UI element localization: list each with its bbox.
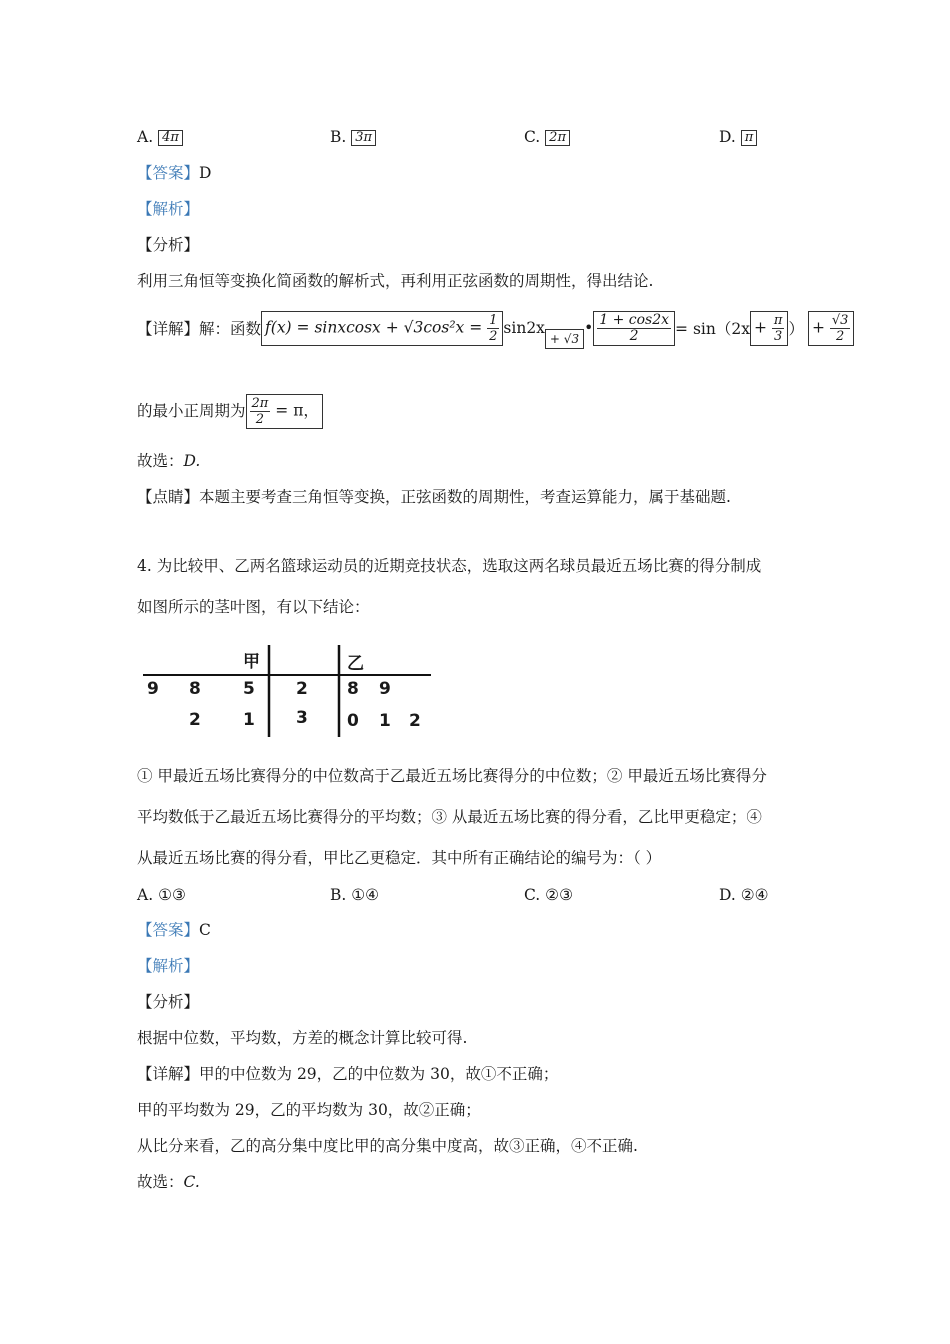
q4-detail-line3: 从比分来看，乙的高分集中度比甲的高分集中度高，故③正确，④不正确. (137, 1137, 638, 1155)
q4-option-c: C. ②③ (524, 886, 573, 904)
choose-line: 故选：D. (137, 452, 201, 470)
period-line: 的最小正周期为 $\frac{2\pi}{2}$ = π， (137, 390, 323, 432)
option-d: D. π (719, 126, 757, 148)
comment-line: 【点睛】本题主要考查三角恒等变换，正弦函数的周期性，考查运算能力，属于基础题. (137, 488, 731, 506)
option-a-value: 4π (158, 130, 183, 146)
detail-formula-line (137, 306, 854, 350)
answer-tag: 【答案】 (137, 164, 200, 182)
q4-option-a: A. ①③ (137, 886, 186, 904)
q4-stmt-line3: 从最近五场比赛的得分看，甲比乙更稳定．其中所有正确结论的编号为：（ ） (137, 849, 662, 867)
formula-close: ） (788, 320, 804, 338)
fraction-half: $\frac{1}{2}$ (489, 312, 498, 344)
q4-detail-line2: 甲的平均数为 29，乙的平均数为 30，故②正确； (137, 1101, 481, 1119)
detail-prefix: 解：函数 (199, 320, 262, 338)
header-jia: 甲 (243, 652, 260, 672)
formula-eq-sin: = sin（2x (675, 320, 750, 338)
q4-choose-line: 故选：C. (137, 1173, 200, 1191)
q4-fenxi-text: 根据中位数，平均数，方差的概念计算比较可得. (137, 1029, 468, 1047)
formula-sqrt3-half-box: + $\frac{√3}{2}$ (808, 311, 855, 346)
formula-pi3-box: + $\frac{\pi}{3}$ (750, 311, 788, 346)
formula-fx-box: f(x) = sinxcosx + √3cos²x = $\frac{1}{2}$ (261, 311, 503, 346)
leaf-right-1: 8 (347, 679, 359, 699)
q4-option-d: D. ②④ (719, 886, 769, 904)
leaf-right-3: 0 (347, 711, 359, 731)
q4-stmt-line2: 平均数低于乙最近五场比赛得分的平均数；③ 从最近五场比赛的得分看，乙比甲更稳定；④ (137, 808, 762, 826)
answer-line (137, 162, 211, 184)
stem-2: 2 (296, 679, 308, 699)
formula-dot: • (584, 319, 594, 337)
option-b-value: 3π (351, 130, 376, 146)
stem-leaf-plot (143, 643, 435, 743)
analysis-tag: 【解析】 (137, 200, 200, 218)
option-a: A. 4π (137, 126, 183, 148)
leaf-left-4: 2 (189, 710, 201, 730)
option-c: C. 2π (524, 126, 570, 148)
q4-stem-line1: 4. 为比较甲、乙两名篮球运动员的近期竞技状态，选取这两名球员最近五场比赛的得分制成 (137, 557, 762, 575)
option-d-value: π (741, 130, 758, 146)
fenxi-text: 利用三角恒等变换化简函数的解析式，再利用正弦函数的周期性，得出结论. (137, 272, 654, 290)
leaf-left-5: 1 (243, 710, 255, 730)
fenxi-tag: 【分析】 (137, 236, 200, 254)
period-fraction-box: $\frac{2\pi}{2}$ = π， (246, 394, 323, 429)
leaf-left-1: 9 (147, 679, 159, 699)
formula-sin2x: sin2x (503, 319, 545, 337)
q4-fenxi-tag: 【分析】 (137, 993, 200, 1011)
formula-plus-sqrt3-box: + √3 (545, 329, 584, 349)
detail-tag: 【详解】 (137, 320, 200, 338)
q4-stmt-line1: ① 甲最近五场比赛得分的中位数高于乙最近五场比赛得分的中位数；② 甲最近五场比赛得分 (137, 767, 767, 785)
q4-detail-line1: 【详解】甲的中位数为 29，乙的中位数为 30，故①不正确； (137, 1065, 559, 1083)
stem-leaf-lines (143, 643, 435, 743)
header-yi: 乙 (347, 654, 364, 674)
option-b: B. 3π (330, 126, 376, 148)
leaf-left-2: 8 (189, 679, 201, 699)
q4-answer-line: 【答案】C (137, 921, 211, 939)
q4-analysis-tag: 【解析】 (137, 957, 200, 975)
option-c-value: 2π (545, 130, 570, 146)
stem-3: 3 (296, 708, 308, 728)
leaf-left-3: 5 (243, 679, 255, 699)
formula-cos-fraction-box: $\frac{1 + \cos 2x}{2}$ (593, 311, 675, 346)
leaf-right-2: 9 (379, 679, 391, 699)
q4-stem-line2: 如图所示的茎叶图，有以下结论： (137, 598, 370, 616)
leaf-right-4: 1 (379, 711, 391, 731)
answer-value: D (199, 164, 212, 182)
leaf-right-5: 2 (409, 711, 421, 731)
q4-option-b: B. ①④ (330, 886, 380, 904)
